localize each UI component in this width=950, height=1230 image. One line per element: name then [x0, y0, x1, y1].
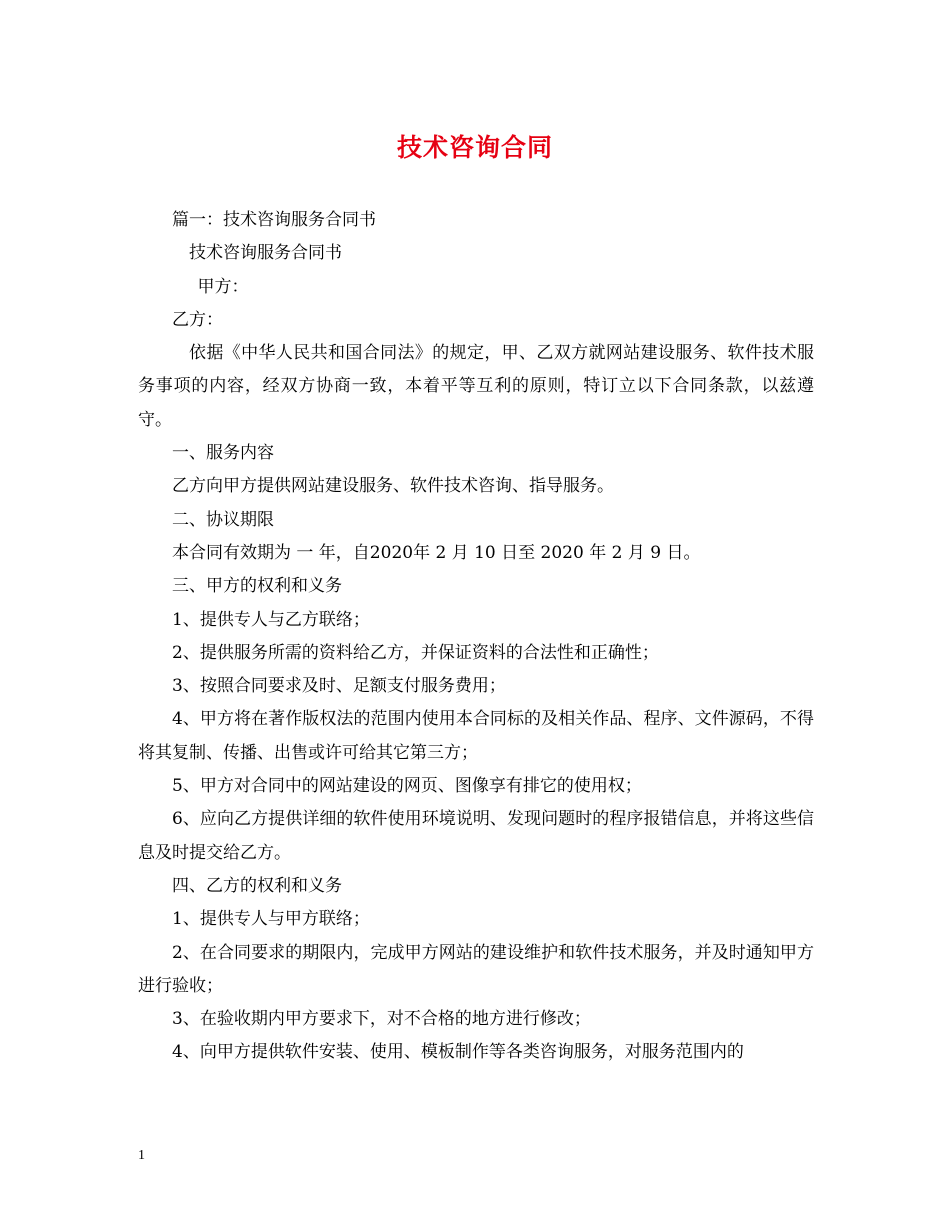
- paragraph: 3、在验收期内甲方要求下，对不合格的地方进行修改；: [172, 1009, 591, 1030]
- paragraph: 本合同有效期为 一 年，自2020年 2 月 10 日至 2020 年 2 月 9 日。: [172, 542, 701, 563]
- paragraph: 一、服务内容: [172, 443, 274, 464]
- paragraph: 三、甲方的权利和义务: [172, 576, 342, 597]
- paragraph: 4、向甲方提供软件安装、使用、模板制作等各类咨询服务，对服务范围内的: [172, 1042, 744, 1063]
- paragraph: 四、乙方的权利和义务: [172, 875, 342, 896]
- document-title: 技术咨询合同: [396, 133, 553, 162]
- paragraph: 二、协议期限: [172, 509, 274, 530]
- paragraph: 5、甲方对合同中的网站建设的网页、图像享有排它的使用权；: [172, 776, 642, 797]
- document-body: [138, 204, 814, 1070]
- paragraph: 2、在合同要求的期限内，完成甲方网站的建设维护和软件技术服务，并及时通知甲方进行验收；: [138, 942, 814, 996]
- page-number: 1: [138, 1148, 145, 1163]
- paragraph: 1、提供专人与乙方联络；: [172, 609, 370, 630]
- paragraph: 技术咨询服务合同书: [189, 243, 342, 264]
- paragraph: 篇一：技术咨询服务合同书: [172, 210, 376, 230]
- paragraph: 甲方：: [197, 276, 249, 297]
- paragraph: 乙方：: [172, 309, 223, 330]
- paragraph: 4、甲方将在著作版权法的范围内使用本合同标的及相关作品、程序、文件源码，不得将其复制、传播、出售或许可给其它第三方；: [138, 709, 814, 763]
- paragraph: 乙方向甲方提供网站建设服务、软件技术咨询、指导服务。: [172, 476, 614, 497]
- paragraph: 6、应向乙方提供详细的软件使用环境说明、发现问题时的程序报错信息，并将这些信息及时提交给乙方。: [138, 809, 814, 863]
- paragraph: 2、提供服务所需的资料给乙方，并保证资料的合法性和正确性；: [172, 642, 659, 663]
- paragraph: 依据《中华人民共和国合同法》的规定，甲、乙双方就网站建设服务、软件技术服务事项的内容，经双方协商一致，本着平等互利的原则，特订立以下合同条款，以兹遵守。: [138, 343, 814, 430]
- paragraph: 1、提供专人与甲方联络；: [172, 909, 370, 930]
- paragraph: 3、按照合同要求及时、足额支付服务费用；: [172, 676, 506, 697]
